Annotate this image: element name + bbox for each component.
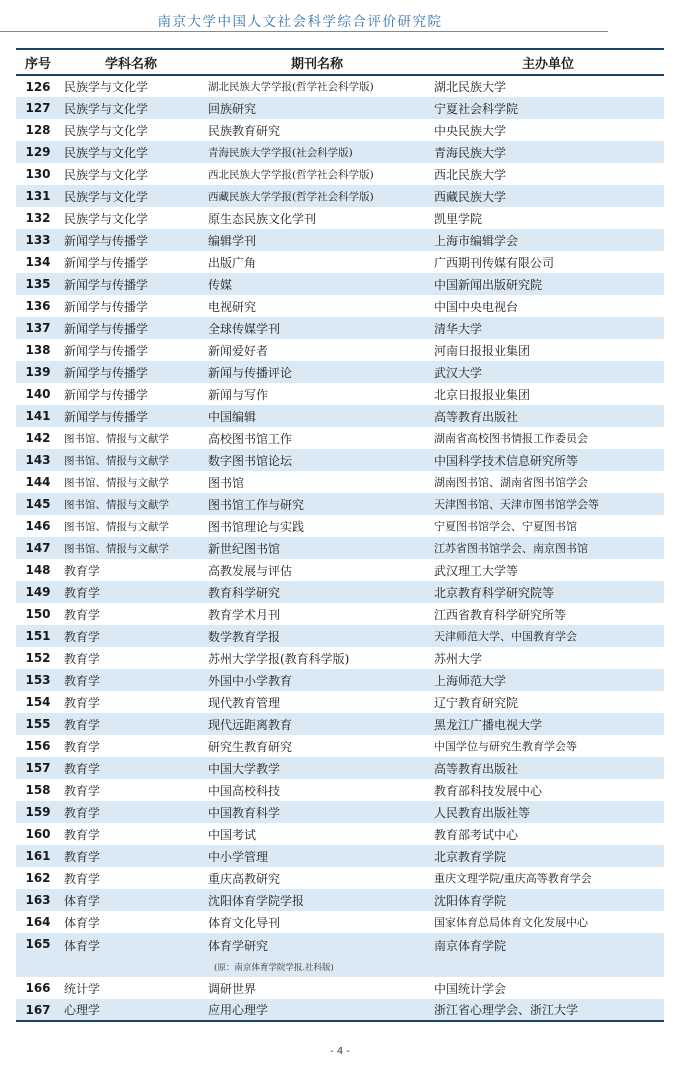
subject-cell: 教育学 xyxy=(60,801,202,823)
journal-cell: 高教发展与评估 xyxy=(208,563,293,578)
journal-table xyxy=(16,48,664,1022)
column-header-seq: 序号 xyxy=(16,49,60,75)
host-cell: 北京教育学院 xyxy=(432,845,664,867)
subject-cell: 教育学 xyxy=(64,827,101,842)
table-row xyxy=(16,625,664,647)
host-cell: 上海市编辑学会 xyxy=(432,229,664,251)
seq-cell: 154 xyxy=(25,695,51,709)
page-number: - 4 - xyxy=(330,1046,350,1057)
host-cell: 清华大学 xyxy=(432,317,664,339)
host-cell: 辽宁教育研究院 xyxy=(434,695,519,710)
host-cell: 天津师范大学、中国教育学会 xyxy=(432,625,664,647)
journal-cell: 应用心理学 xyxy=(202,999,432,1021)
seq-cell: 140 xyxy=(25,387,51,401)
host-cell: 天津图书馆、天津市图书馆学会等 xyxy=(432,493,664,515)
table-row xyxy=(16,317,664,339)
table-row xyxy=(16,207,664,229)
seq-cell: 151 xyxy=(16,625,60,647)
subject-cell: 教育学 xyxy=(64,739,101,754)
host-cell: 黑龙江广播电视大学 xyxy=(432,713,664,735)
journal-cell: 体育文化导刊 xyxy=(208,915,281,930)
journal-cell: 西藏民族大学学报(哲学社会科学版) xyxy=(202,185,432,207)
subject-cell: 民族学与文化学 xyxy=(60,141,202,163)
host-cell: 中国中央电视台 xyxy=(434,299,519,314)
table-row xyxy=(16,295,664,317)
subject-cell: 图书馆、情报与文献学 xyxy=(64,476,169,489)
header-title: 南京大学中国人文社会科学综合评价研究院 xyxy=(157,14,443,30)
host-cell: 中国科学技术信息研究所等 xyxy=(432,449,664,471)
seq-cell: 155 xyxy=(16,713,60,735)
journal-cell: 原生态民族文化学刊 xyxy=(208,211,317,226)
seq-cell: 157 xyxy=(16,757,60,779)
subject-cell: 教育学 xyxy=(60,713,202,735)
host-cell: 人民教育出版社等 xyxy=(432,801,664,823)
journal-cell: 西北民族大学学报(哲学社会科学版) xyxy=(208,168,374,181)
journal-cell: 全球传媒学刊 xyxy=(202,317,432,339)
table-row xyxy=(16,977,664,999)
journal-cell: 研究生教育研究 xyxy=(208,739,293,754)
host-cell: 国家体育总局体育文化发展中心 xyxy=(434,916,588,929)
seq-cell: 164 xyxy=(25,915,51,929)
journal-cell: 中国教育科学 xyxy=(202,801,432,823)
table-row xyxy=(16,669,664,691)
journal-cell: 中国高校科技 xyxy=(208,783,281,798)
journal-cell: 出版广角 xyxy=(208,255,257,270)
table-row xyxy=(16,933,664,977)
seq-cell: 153 xyxy=(16,669,60,691)
journal-cell: 传媒 xyxy=(202,273,432,295)
table-row xyxy=(16,471,664,493)
table-row xyxy=(16,779,664,801)
host-cell: 武汉理工大学等 xyxy=(434,563,519,578)
seq-cell: 130 xyxy=(25,167,51,181)
journal-cell: 中国编辑 xyxy=(202,405,432,427)
host-cell: 江苏省图书馆学会、南京图书馆 xyxy=(432,537,664,559)
seq-cell: 136 xyxy=(25,299,51,313)
seq-cell: 145 xyxy=(16,493,60,515)
seq-cell: 132 xyxy=(25,211,51,225)
host-cell: 宁夏社会科学院 xyxy=(432,97,664,119)
host-cell: 上海师范大学 xyxy=(432,669,664,691)
seq-cell: 141 xyxy=(16,405,60,427)
host-cell: 北京教育科学研究院等 xyxy=(432,581,664,603)
column-header-journal: 期刊名称 xyxy=(202,49,432,75)
journal-cell: 中国考试 xyxy=(208,827,257,842)
table-row xyxy=(16,559,664,581)
seq-cell: 161 xyxy=(16,845,60,867)
subject-cell: 图书馆、情报与文献学 xyxy=(64,520,169,533)
seq-cell: 139 xyxy=(16,361,60,383)
table-row xyxy=(16,911,664,933)
table-row xyxy=(16,801,664,823)
table-body xyxy=(16,75,664,1021)
seq-cell: 128 xyxy=(25,123,51,137)
subject-cell: 新闻学与传播学 xyxy=(64,343,149,358)
journal-cell: 图书馆工作与研究 xyxy=(202,493,432,515)
host-cell: 青海民族大学 xyxy=(432,141,664,163)
seq-cell: 126 xyxy=(25,79,51,94)
host-cell: 凯里学院 xyxy=(434,211,483,226)
journal-cell: 现代教育管理 xyxy=(208,695,281,710)
host-cell: 苏州大学 xyxy=(434,651,483,666)
subject-cell: 教育学 xyxy=(64,783,101,798)
journal-note: (原：南京体育学院学报.社科版) xyxy=(214,963,334,973)
journal-cell: 高校图书馆工作 xyxy=(208,431,293,446)
subject-cell: 新闻学与传播学 xyxy=(64,255,149,270)
table-row xyxy=(16,273,664,295)
table-row xyxy=(16,515,664,537)
subject-cell: 教育学 xyxy=(64,563,101,578)
seq-cell: 131 xyxy=(16,185,60,207)
subject-cell: 民族学与文化学 xyxy=(64,123,149,138)
table-row xyxy=(16,845,664,867)
subject-cell: 民族学与文化学 xyxy=(60,185,202,207)
host-cell: 西藏民族大学 xyxy=(432,185,664,207)
table-row xyxy=(16,361,664,383)
column-header-subject: 学科名称 xyxy=(60,49,202,75)
table-row xyxy=(16,229,664,251)
host-cell: 宁夏图书馆学会、宁夏图书馆 xyxy=(434,520,577,533)
subject-cell: 统计学 xyxy=(64,981,101,996)
journal-cell: 新闻与写作 xyxy=(208,387,269,402)
seq-cell: 134 xyxy=(25,255,51,269)
journal-cell: 外国中小学教育 xyxy=(202,669,432,691)
subject-cell: 图书馆、情报与文献学 xyxy=(60,537,202,559)
table-row xyxy=(16,163,664,185)
journal-cell: 调研世界 xyxy=(208,981,257,996)
table-row xyxy=(16,185,664,207)
journal-cell: 数学教育学报 xyxy=(202,625,432,647)
host-cell: 重庆文理学院/重庆高等教育学会 xyxy=(434,872,592,885)
table-row xyxy=(16,141,664,163)
table-row xyxy=(16,999,664,1021)
seq-cell: 138 xyxy=(25,343,51,357)
table-row xyxy=(16,493,664,515)
host-cell: 北京日报报业集团 xyxy=(434,387,531,402)
host-cell: 中央民族大学 xyxy=(434,123,507,138)
seq-cell: 143 xyxy=(16,449,60,471)
seq-cell: 159 xyxy=(16,801,60,823)
journal-cell: 图书馆 xyxy=(208,475,245,490)
host-cell: 浙江省心理学会、浙江大学 xyxy=(432,999,664,1021)
table-row xyxy=(16,383,664,405)
seq-cell: 167 xyxy=(16,999,60,1021)
table-row xyxy=(16,757,664,779)
table-row xyxy=(16,581,664,603)
host-cell: 南京体育学院 xyxy=(432,933,664,977)
seq-cell: 160 xyxy=(25,827,51,841)
journal-cell: 教育科学研究 xyxy=(202,581,432,603)
seq-cell: 163 xyxy=(16,889,60,911)
seq-cell: 152 xyxy=(25,651,51,665)
table-row xyxy=(16,603,664,625)
subject-cell: 教育学 xyxy=(60,757,202,779)
journal-cell: 数字图书馆论坛 xyxy=(202,449,432,471)
subject-cell: 教育学 xyxy=(64,651,101,666)
subject-cell: 教育学 xyxy=(64,871,101,886)
host-cell: 湖南省高校图书情报工作委员会 xyxy=(434,432,588,445)
subject-cell: 图书馆、情报与文献学 xyxy=(60,493,202,515)
host-cell: 中国学位与研究生教育学会等 xyxy=(434,740,577,753)
subject-cell: 新闻学与传播学 xyxy=(60,229,202,251)
host-cell: 武汉大学 xyxy=(432,361,664,383)
table-row xyxy=(16,735,664,757)
subject-cell: 新闻学与传播学 xyxy=(60,361,202,383)
seq-cell: 156 xyxy=(25,739,51,753)
subject-cell: 教育学 xyxy=(60,581,202,603)
journal-cell: 民族教育研究 xyxy=(208,123,281,138)
host-cell: 广西期刊传媒有限公司 xyxy=(434,255,555,270)
subject-cell: 图书馆、情报与文献学 xyxy=(64,432,169,445)
journal-cell: 图书馆理论与实践 xyxy=(208,519,305,534)
journal-cell: 中国大学教学 xyxy=(202,757,432,779)
host-cell: 教育部考试中心 xyxy=(434,827,519,842)
seq-cell: 146 xyxy=(25,519,51,533)
seq-cell: 127 xyxy=(16,97,60,119)
subject-cell: 体育学 xyxy=(64,915,101,930)
table-row xyxy=(16,823,664,845)
seq-cell: 137 xyxy=(16,317,60,339)
table-row xyxy=(16,449,664,471)
table-row xyxy=(16,251,664,273)
journal-cell: 现代远距离教育 xyxy=(202,713,432,735)
journal-cell: 沈阳体育学院学报 xyxy=(202,889,432,911)
subject-cell: 新闻学与传播学 xyxy=(60,273,202,295)
subject-cell: 民族学与文化学 xyxy=(64,211,149,226)
seq-cell: 162 xyxy=(25,871,51,885)
seq-cell: 150 xyxy=(25,607,51,621)
journal-cell: 新闻爱好者 xyxy=(208,343,269,358)
journal-cell: 苏州大学学报(教育科学版) xyxy=(208,651,350,666)
header-rule xyxy=(0,31,608,32)
seq-cell: 142 xyxy=(25,431,51,445)
host-cell: 湖北民族大学 xyxy=(434,80,507,94)
subject-cell: 图书馆、情报与文献学 xyxy=(60,449,202,471)
seq-cell: 149 xyxy=(16,581,60,603)
subject-cell: 体育学 xyxy=(60,933,202,977)
host-cell: 沈阳体育学院 xyxy=(432,889,664,911)
host-cell: 江西省教育科学研究所等 xyxy=(434,607,567,622)
seq-cell: 129 xyxy=(16,141,60,163)
host-cell: 中国新闻出版研究院 xyxy=(432,273,664,295)
table-row xyxy=(16,119,664,141)
host-cell: 高等教育出版社 xyxy=(432,405,664,427)
seq-cell: 135 xyxy=(16,273,60,295)
journal-cell: 电视研究 xyxy=(208,299,257,314)
host-cell: 高等教育出版社 xyxy=(432,757,664,779)
table-row xyxy=(16,867,664,889)
journal-name: 体育学研究 xyxy=(208,939,269,953)
table-row xyxy=(16,691,664,713)
journal-cell: 教育学术月刊 xyxy=(208,607,281,622)
subject-cell: 教育学 xyxy=(60,625,202,647)
table-row xyxy=(16,889,664,911)
table-row xyxy=(16,427,664,449)
seq-cell: 144 xyxy=(25,475,51,489)
host-cell: 西北民族大学 xyxy=(434,167,507,182)
table-row xyxy=(16,75,664,97)
journal-cell: 湖北民族大学学报(哲学社会科学版) xyxy=(208,81,374,93)
subject-cell: 民族学与文化学 xyxy=(64,80,149,94)
subject-cell: 新闻学与传播学 xyxy=(64,387,149,402)
table-row xyxy=(16,405,664,427)
subject-cell: 新闻学与传播学 xyxy=(64,299,149,314)
subject-cell: 教育学 xyxy=(64,607,101,622)
seq-cell: 166 xyxy=(25,981,51,995)
table-row xyxy=(16,97,664,119)
table-header xyxy=(16,49,664,75)
subject-cell: 教育学 xyxy=(60,669,202,691)
seq-cell: 148 xyxy=(25,563,51,577)
subject-cell: 新闻学与传播学 xyxy=(60,317,202,339)
subject-cell: 民族学与文化学 xyxy=(60,97,202,119)
subject-cell: 民族学与文化学 xyxy=(64,167,149,182)
journal-cell: 新闻与传播评论 xyxy=(202,361,432,383)
table-row xyxy=(16,339,664,361)
journal-cell xyxy=(202,933,432,977)
journal-cell: 编辑学刊 xyxy=(202,229,432,251)
host-cell: 湖南图书馆、湖南省图书馆学会 xyxy=(434,476,588,489)
subject-cell: 新闻学与传播学 xyxy=(60,405,202,427)
journal-cell: 新世纪图书馆 xyxy=(202,537,432,559)
journal-cell: 重庆高教研究 xyxy=(208,871,281,886)
subject-cell: 心理学 xyxy=(60,999,202,1021)
seq-cell: 158 xyxy=(25,783,51,797)
subject-cell: 教育学 xyxy=(60,845,202,867)
seq-cell: 165 xyxy=(16,933,60,977)
table-header-row xyxy=(16,49,664,75)
journal-cell: 青海民族大学学报(社会科学版) xyxy=(202,141,432,163)
table-row xyxy=(16,713,664,735)
subject-cell: 体育学 xyxy=(60,889,202,911)
subject-cell: 教育学 xyxy=(64,695,101,710)
table-row xyxy=(16,647,664,669)
host-cell: 教育部科技发展中心 xyxy=(434,783,543,798)
seq-cell: 133 xyxy=(16,229,60,251)
column-header-host: 主办单位 xyxy=(432,49,664,75)
host-cell: 河南日报报业集团 xyxy=(434,343,531,358)
seq-cell: 147 xyxy=(16,537,60,559)
table-row xyxy=(16,537,664,559)
journal-cell: 中小学管理 xyxy=(202,845,432,867)
page-header xyxy=(0,0,680,36)
journal-cell: 回族研究 xyxy=(202,97,432,119)
host-cell: 中国统计学会 xyxy=(434,981,507,996)
